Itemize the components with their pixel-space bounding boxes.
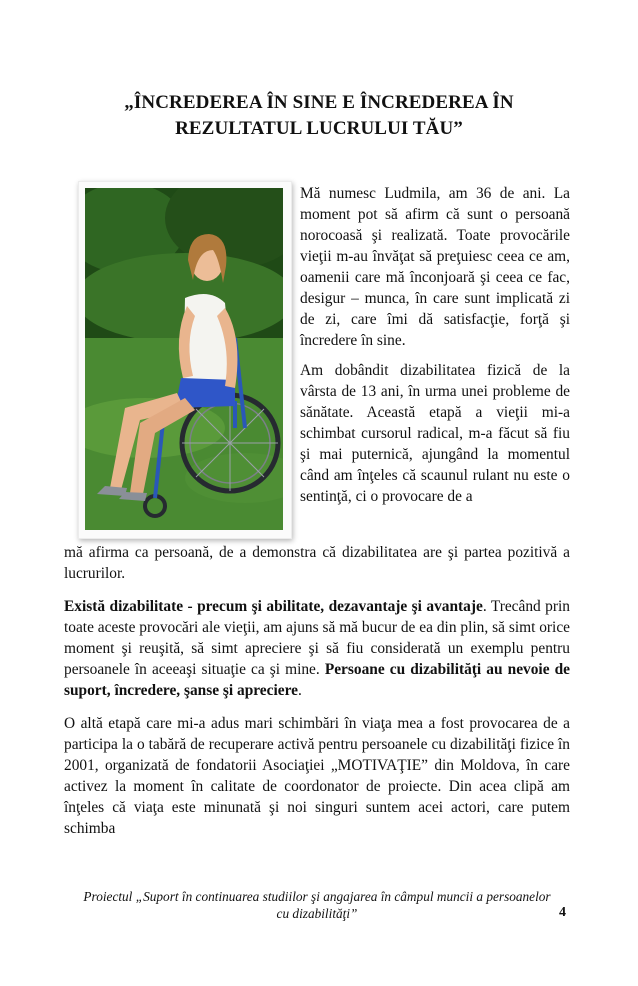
- wrapped-text-column: [300, 183, 570, 507]
- full-width-text: [64, 542, 570, 839]
- paragraph-ability-text: . Trecând prin toate aceste provocări ale vieţii, am ajuns să mă bucur de ea din plin, să simt orice moment şi reuşită, să simt apreciere şi să fiu considerată un exemplu pentru persoanele în aceeaşi situaţie ca şi mine.: [64, 598, 570, 678]
- title-line-2: REZULTATUL LUCRULUI TĂU”: [175, 118, 463, 139]
- photo-woman-in-wheelchair: [85, 188, 283, 530]
- footer-project-line-1: Proiectul „Suport în continuarea studiilor şi angajarea în câmpul muncii a persoanelor: [83, 889, 551, 904]
- page-title: [60, 90, 578, 142]
- paragraph-motivatie: O altă etapă care mi-a adus mari schimbări în viaţa mea a fost provocarea de a participa la o tabără de recuperare activă pentru persoanele cu dizabilităţi fizice în 2001, organizată de fondatorii Asociaţiei „MOTIVAŢIE” din Moldova, în care activez la moment în calitate de coordonator de proiecte. Din acea clipă am înţeles că viaţa este minunată şi noi singuri suntem acei actori, care putem schimba: [64, 715, 570, 837]
- bold-statement-support: Persoane cu dizabilităţi au nevoie de suport, încredere, şanse şi apreciere: [64, 661, 571, 699]
- title-line-1: „ÎNCREDEREA ÎN SINE E ÎNCREDEREA ÎN: [124, 92, 514, 113]
- photo-frame: [78, 181, 292, 539]
- paragraph-disability-end: mă afirma ca persoană, de a demonstra că dizabilitatea are şi partea pozitivă a lucrurilor.: [64, 544, 570, 582]
- paragraph-disability-start: Am dobândit dizabilitatea fizică de la vârsta de 13 ani, în urma unei probleme de sănătate. Această etapă a vieţii mi-a schimbat cursorul radical, m-a făcut să fiu şi mai puternică, ajungând la momentul când am înţeles că scaunul rulant nu este o sentinţă, ci o provocare de a: [300, 362, 570, 505]
- footer-project-line-2: cu dizabilităţi”: [276, 906, 358, 921]
- paragraph-ability: [64, 596, 570, 701]
- paragraph-ability-period: .: [297, 682, 302, 699]
- paragraph-intro: Mă numesc Ludmila, am 36 de ani. La moment pot să afirm că sunt o persoană norocoasă şi realizată. Toate provocările vieţii m-au învăţat să preţuiesc ceea ce am, oamenii care mă înconjoară şi ceea ce fac, desigur – munca, în care sunt implicată zi de zi, care îmi dă satisfacţie, forţă şi încredere în sine.: [300, 185, 570, 349]
- bold-statement-ability: Există dizabilitate - precum şi abilitate, dezavantaje şi avantaje: [64, 598, 483, 615]
- page-number: 4: [559, 905, 566, 920]
- page-footer: [64, 888, 570, 922]
